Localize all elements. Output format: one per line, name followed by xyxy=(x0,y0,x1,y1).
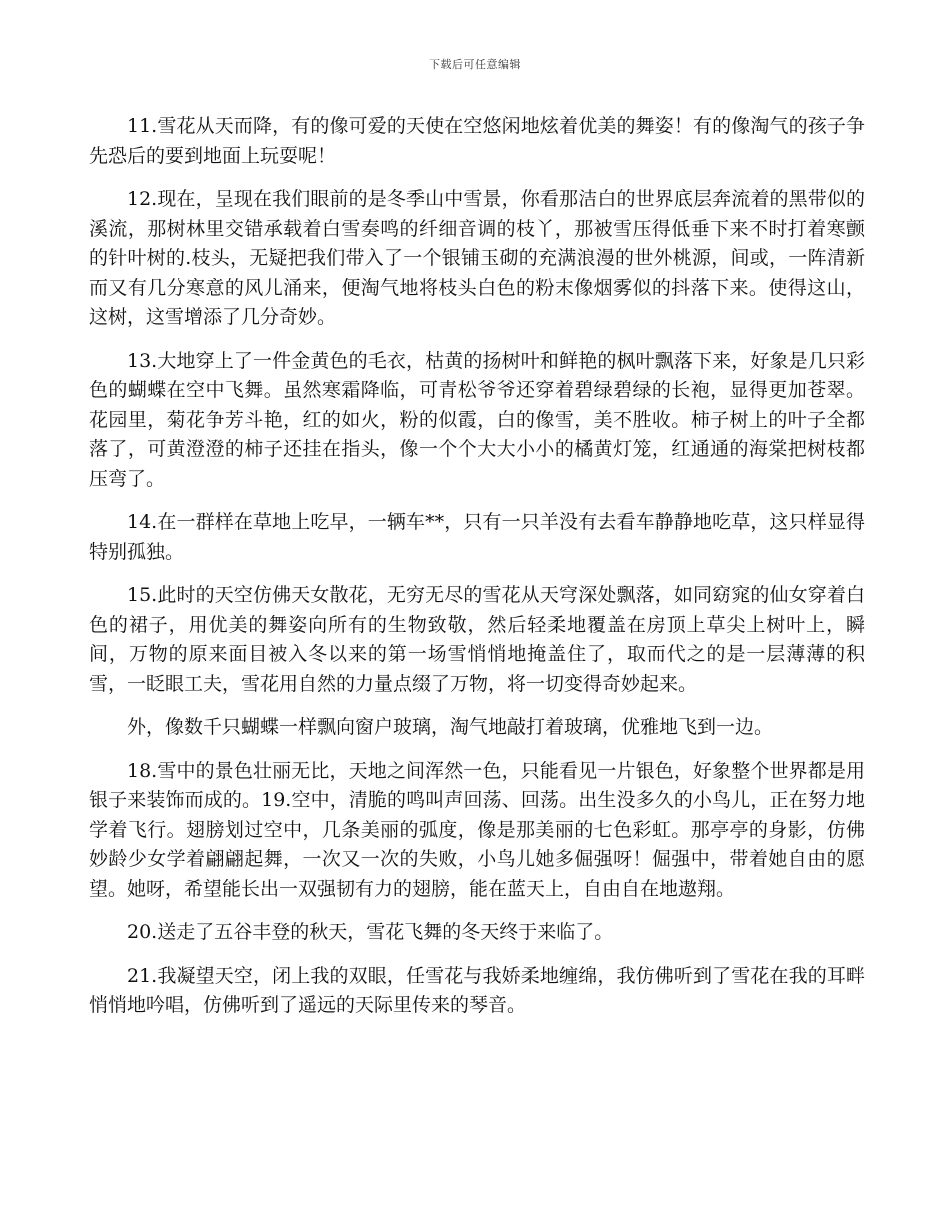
document-body xyxy=(89,112,865,1035)
paragraph-18-19: 18.雪中的景色壮丽无比，天地之间浑然一色，只能看见一片银色，好象整个世界都是用银子来装饰而成的。19.空中，清脆的鸣叫声回荡、回荡。出生没多久的小鸟儿，正在努力地学着飞行。翅膀划过空中，几条美丽的弧度，像是那美丽的七色彩虹。那亭亭的身影，仿佛妙龄少女学着翩翩起舞，一次又一次的失败，小鸟儿她多倔强呀！倔强中，带着她自由的愿望。她呀，希望能长出一双强韧有力的翅膀，能在蓝天上，自由自在地遨翔。 xyxy=(89,759,865,900)
paragraph-14: 14.在一群样在草地上吃早，一辆车**，只有一只羊没有去看车静静地吃草，这只样显得特别孤独。 xyxy=(89,511,865,563)
paragraph-20: 20.送走了五谷丰登的秋天，雪花飞舞的冬天终于来临了。 xyxy=(127,921,614,943)
page-header: 下载后可任意编辑 xyxy=(429,58,521,71)
paragraph-13: 13.大地穿上了一件金黄色的毛衣，枯黄的扬树叶和鲜艳的枫叶飘落下来，好象是几只彩色的蝴蝶在空中飞舞。虽然寒霜降临，可青松爷爷还穿着碧绿碧绿的长袍，显得更加苍翠。花园里，菊花争芳斗艳，红的如火，粉的似霞，白的像雪，美不胜收。柿子树上的叶子全都落了，可黄澄澄的柿子还挂在指头，像一个个大大小小的橘黄灯笼，红通通的海棠把树枝都压弯了。 xyxy=(89,349,865,490)
paragraph-butterflies: 外，像数千只蝴蝶一样飘向窗户玻璃，淘气地敲打着玻璃，优雅地飞到一边。 xyxy=(127,716,774,738)
paragraph-11: 11.雪花从天而降，有的像可爱的天使在空悠闲地炫着优美的舞姿！有的像淘气的孩子争先恐后的要到地面上玩耍呢！ xyxy=(89,115,865,167)
paragraph-12: 12.现在，呈现在我们眼前的是冬季山中雪景，你看那洁白的世界底层奔流着的黑带似的溪流，那树林里交错承载着白雪奏鸣的纤细音调的枝丫，那被雪压得低垂下来不时打着寒颤的针叶树的.枝头，无疑把我们带入了一个银铺玉砌的充满浪漫的世外桃源，间或，一阵清新而又有几分寒意的风儿涌来，便淘气地将枝头白色的粉末像烟雾似的抖落下来。使得这山，这树，这雪增添了几分奇妙。 xyxy=(89,188,865,328)
paragraph-15: 15.此时的天空仿佛天女散花，无穷无尽的雪花从天穹深处飘落，如同窈窕的仙女穿着白色的裙子，用优美的舞姿向所有的生物致敬，然后轻柔地覆盖在房顶上草尖上树叶上，瞬间，万物的原来面目被入冬以来的第一场雪悄悄地掩盖住了，取而代之的是一层薄薄的积雪，一眨眼工夫，雪花用自然的力量点缀了万物，将一切变得奇妙起来。 xyxy=(89,584,865,695)
paragraph-21: 21.我凝望天空，闭上我的双眼，任雪花与我娇柔地缠绵，我仿佛听到了雪花在我的耳畔悄悄地吟唱，仿佛听到了遥远的天际里传来的琴音。 xyxy=(89,964,865,1016)
